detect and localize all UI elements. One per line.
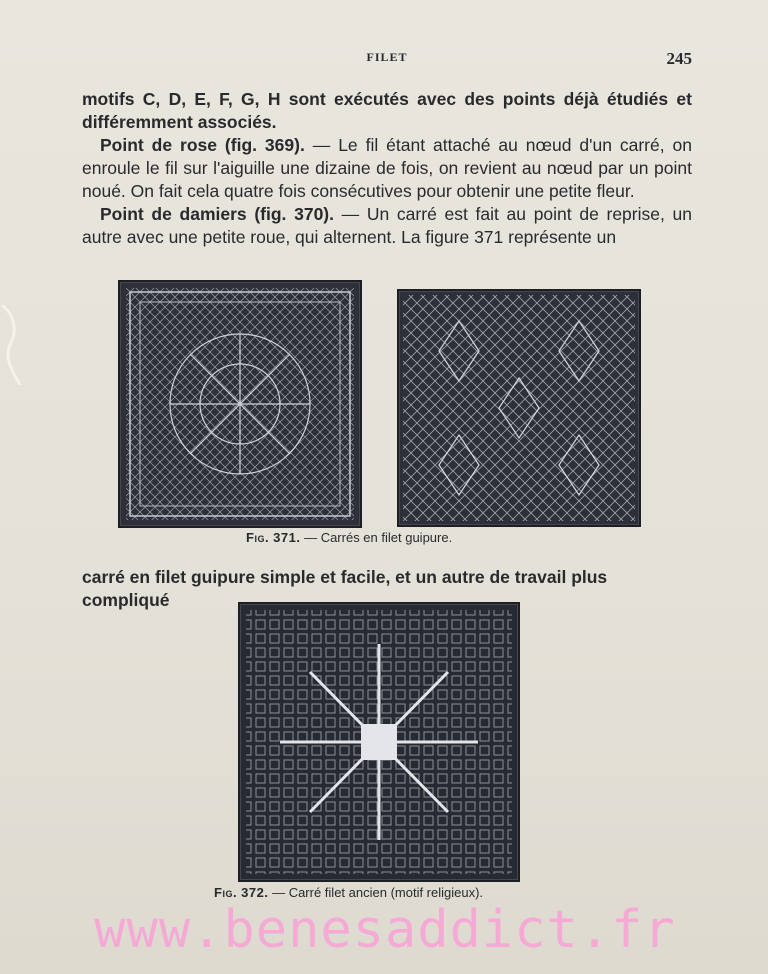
- paragraph-point-de-rose: [82, 134, 692, 203]
- figure-372-caption-text: — Carré filet ancien (motif religieux).: [268, 885, 484, 900]
- body-text-top: [82, 88, 692, 249]
- lace-square-pattern-a: [120, 282, 360, 526]
- paragraph-carre-en-filet: carré en filet guipure simple et facile, et un autre de travail plus compliqué: [82, 567, 608, 610]
- heading-point-de-damiers: Point de damiers (fig. 370).: [100, 204, 334, 224]
- page-number: 245: [666, 49, 692, 68]
- lace-square-pattern-b: [399, 291, 639, 525]
- figure-372-caption: [214, 885, 483, 900]
- page-header: [82, 50, 692, 76]
- heading-point-de-rose: Point de rose (fig. 369).: [100, 135, 305, 155]
- paragraph-motifs: motifs C, D, E, F, G, H sont exécutés avec des points déjà étudiés et différemment associés.: [82, 89, 692, 132]
- figure-371-caption-text: — Carrés en filet guipure.: [300, 530, 453, 545]
- text-point-de-damiers: — Un carré est fait au point de reprise, un autre avec une petite roue, qui alternent. La figure 371 représente un: [82, 204, 692, 247]
- figure-372-square: [238, 602, 520, 882]
- figure-371-label: Fig. 371.: [246, 530, 301, 545]
- figure-371-right-square: [397, 289, 641, 527]
- thread-strand: [0, 305, 22, 385]
- running-title: FILET: [366, 50, 408, 64]
- figure-371-left-square: [118, 280, 362, 528]
- filet-ancien-pattern: [240, 604, 518, 880]
- figure-372-label: Fig. 372.: [214, 885, 269, 900]
- watermark: www.benesaddict.fr: [94, 900, 676, 960]
- text-point-de-rose: — Le fil étant attaché au nœud d'un carré, on enroule le fil sur l'aiguille une dizaine de fois, on revient au nœud par un point noué. On fait cela quatre fois consécutives pour obtenir une petite fleur.: [82, 135, 692, 201]
- figure-371-caption: [246, 530, 452, 545]
- paragraph-point-de-damiers: [82, 203, 692, 249]
